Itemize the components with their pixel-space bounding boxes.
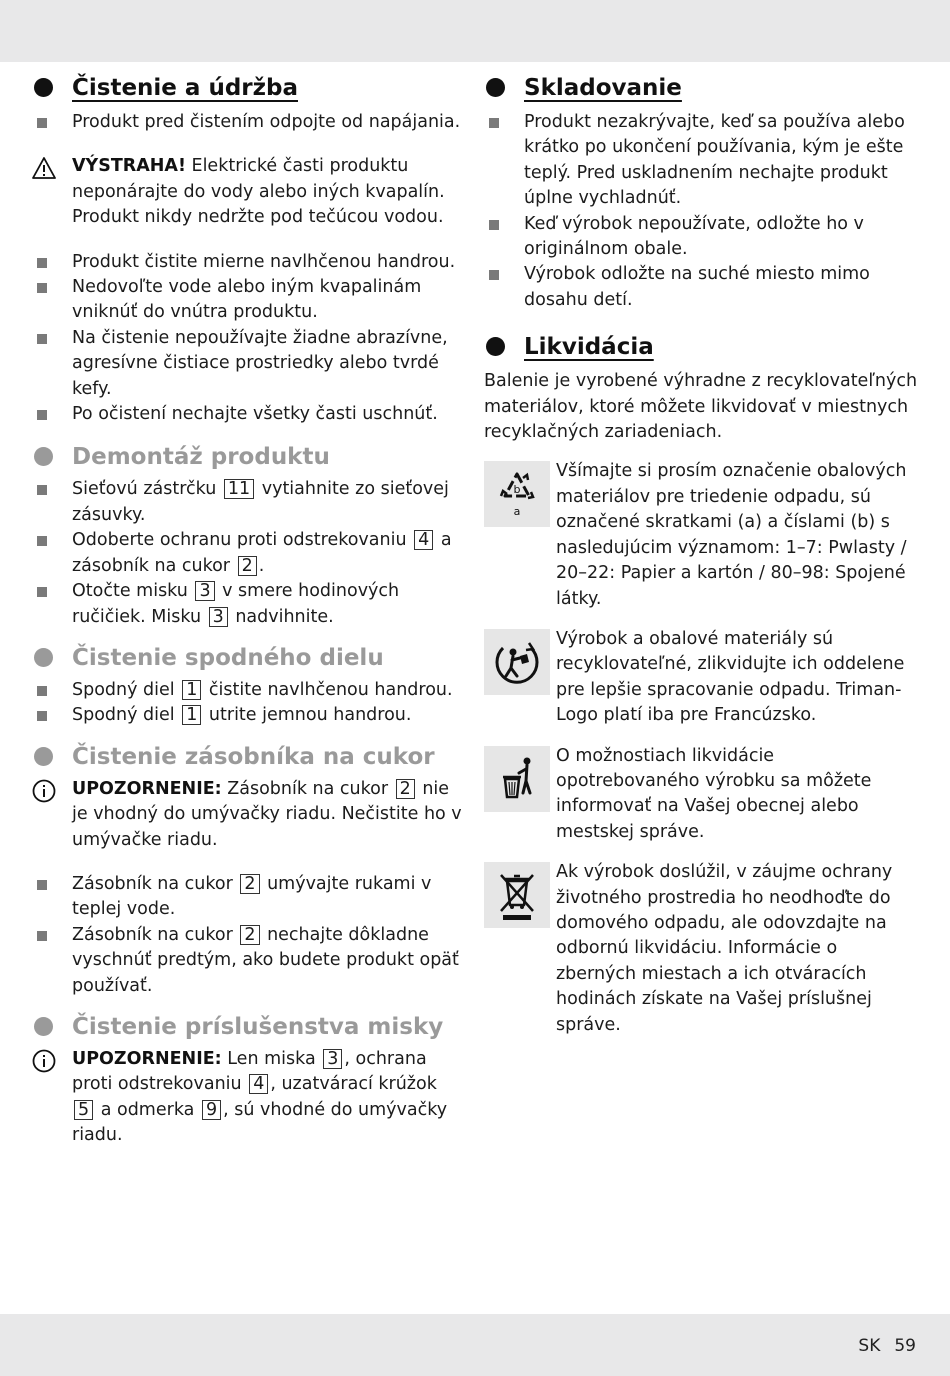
list-item: Nedovoľte vode alebo iným kvapalinám vniknúť do vnútra produktu. [32,275,462,326]
heading-cleaning: Čistenie a údržba [32,70,462,106]
part-number: 1 [182,680,201,700]
part-number: 2 [240,874,259,894]
list-item: Po očistení nechajte všetky časti uschnúť. [32,402,462,427]
heading-sugar-cleaning: Čistenie zásobníka na cukor [32,739,462,775]
list-item: Produkt čistite mierne navlhčenou handrou. [32,250,462,275]
bullet-dot-icon [486,78,505,97]
recycling-symbol [484,461,550,527]
square-bullet-icon [37,880,47,890]
person-bin-icon [489,751,545,807]
recycle-info: b a Všímajte si prosím označenie obalových materiálov pre triedenie odpadu, sú označené skratkami (a) a číslami (b) s nasledujúcim významom: 1–7: Pwlasty / 20–22: Papier a kartón / 80–98: Spojené látky. [484,459,920,611]
part-number: 2 [240,925,259,945]
square-bullet-icon [37,686,47,696]
list-item: Výrobok odložte na suché miesto mimo dosahu detí. [484,262,920,313]
heading-base-cleaning: Čistenie spodného dielu [32,640,462,676]
heading-storage: Skladovanie [484,70,920,106]
part-number: 5 [74,1100,93,1120]
info-note: UPOZORNENIE: Len miska 3 , ochrana proti odstrekovaniu 4 , uzatvárací krúžok 5 a odmerka 9 , sú vhodné do umývačky riadu. [32,1047,462,1149]
recycle-code-b: b [513,483,521,497]
part-number: 11 [224,479,254,499]
square-bullet-icon [37,334,47,344]
list-item: Sieťovú zástrčku 11 vytiahnite zo sieťovej zásuvky. [32,477,462,528]
weee-symbol [484,862,550,928]
bullet-dot-icon [34,648,53,667]
part-number: 4 [414,530,433,550]
square-bullet-icon [37,536,47,546]
disposal-intro: Balenie je vyrobené výhradne z recyklovateľných materiálov, ktoré môžete likvidovať v miestnych recyklačných zariadeniach. [484,371,918,443]
part-number: 4 [249,1074,268,1094]
footer-band [0,1314,950,1376]
heading-disassembly: Demontáž produktu [32,439,462,475]
crossed-bin-icon [489,867,545,923]
square-bullet-icon [37,485,47,495]
square-bullet-icon [37,118,47,128]
triman-logo [484,629,550,695]
warning-note: VÝSTRAHA! Elektrické časti produktu neponárajte do vody alebo iných kvapalín. Produkt nikdy nedržte pod tečúcou vodou. [32,154,462,230]
square-bullet-icon [489,220,499,230]
bin-info: O možnostiach likvidácie opotrebovaného výrobku sa môžete informovať na Vašej obecnej alebo mestskej správe. [484,744,920,846]
triman-icon [489,634,545,690]
list-item: Na čistenie nepoužívajte žiadne abrazívne, agresívne čistiace prostriedky alebo tvrdé kefy. [32,326,462,402]
page-footer [844,1336,916,1356]
part-number: 2 [396,779,415,799]
list-item: Produkt pred čistením odpojte od napájania. [32,110,462,135]
info-note: UPOZORNENIE: Zásobník na cukor 2 nie je vhodný do umývačky riadu. Nečistite ho v umývačke riadu. [32,777,462,853]
part-number: 3 [209,607,228,627]
list-item: Spodný diel 1 čistite navlhčenou handrou. [32,678,462,703]
part-number: 1 [182,705,201,725]
part-number: 3 [323,1049,342,1069]
square-bullet-icon [37,711,47,721]
list-item: Spodný diel 1 utrite jemnou handrou. [32,703,462,728]
bullet-dot-icon [34,1017,53,1036]
list-item: Produkt nezakrývajte, keď sa používa alebo krátko po ukončení používania, kým je ešte teplý. Pred uskladnením nechajte produkt úplne vychladnúť. [484,110,920,212]
triman-info: Výrobok a obalové materiály sú recyklovateľné, zlikvidujte ich oddelene pre lepšie spracovanie odpadu. Triman-Logo platí iba pre Francúzsko. [484,627,920,729]
part-number: 3 [195,581,214,601]
recycle-arrows-icon [489,466,545,522]
bullet-dot-icon [486,337,505,356]
list-item: Zásobník na cukor 2 nechajte dôkladne vyschnúť predtým, ako budete produkt opäť používať. [32,923,462,999]
list-item: Keď výrobok nepoužívate, odložte ho v originálnom obale. [484,212,920,263]
part-number: 9 [202,1100,221,1120]
warning-triangle-icon [32,156,56,180]
list-item: Zásobník na cukor 2 umývajte rukami v teplej vode. [32,872,462,923]
info-icon [32,1049,56,1073]
recycle-code-a: a [513,505,521,519]
page-number: 59 [894,1336,916,1356]
square-bullet-icon [37,931,47,941]
square-bullet-icon [37,258,47,268]
left-column [32,70,462,1149]
square-bullet-icon [37,587,47,597]
list-item: Odoberte ochranu proti odstrekovaniu 4 a zásobník na cukor 2 . [32,528,462,579]
bullet-dot-icon [34,447,53,466]
info-icon [32,779,56,803]
heading-accessories-cleaning: Čistenie príslušenstva misky [32,1009,462,1045]
waste-bin-symbol [484,746,550,812]
square-bullet-icon [489,118,499,128]
right-column [484,70,920,1038]
header-band [0,0,950,62]
bullet-dot-icon [34,747,53,766]
square-bullet-icon [489,270,499,280]
weee-info: Ak výrobok doslúžil, v záujme ochrany životného prostredia ho neodhoďte do domového odpadu, ale odovzdajte na odbornú likvidáciu. Informácie o zberných miestach a ich otváracích hodinách získate na Vašej príslušnej správe. [484,860,920,1038]
square-bullet-icon [37,410,47,420]
language-code: SK [858,1336,881,1356]
bullet-dot-icon [34,78,53,97]
list-item: Otočte misku 3 v smere hodinových ručičiek. Misku 3 nadvihnite. [32,579,462,630]
heading-disposal: Likvidácia [484,329,920,365]
part-number: 2 [238,556,257,576]
square-bullet-icon [37,283,47,293]
